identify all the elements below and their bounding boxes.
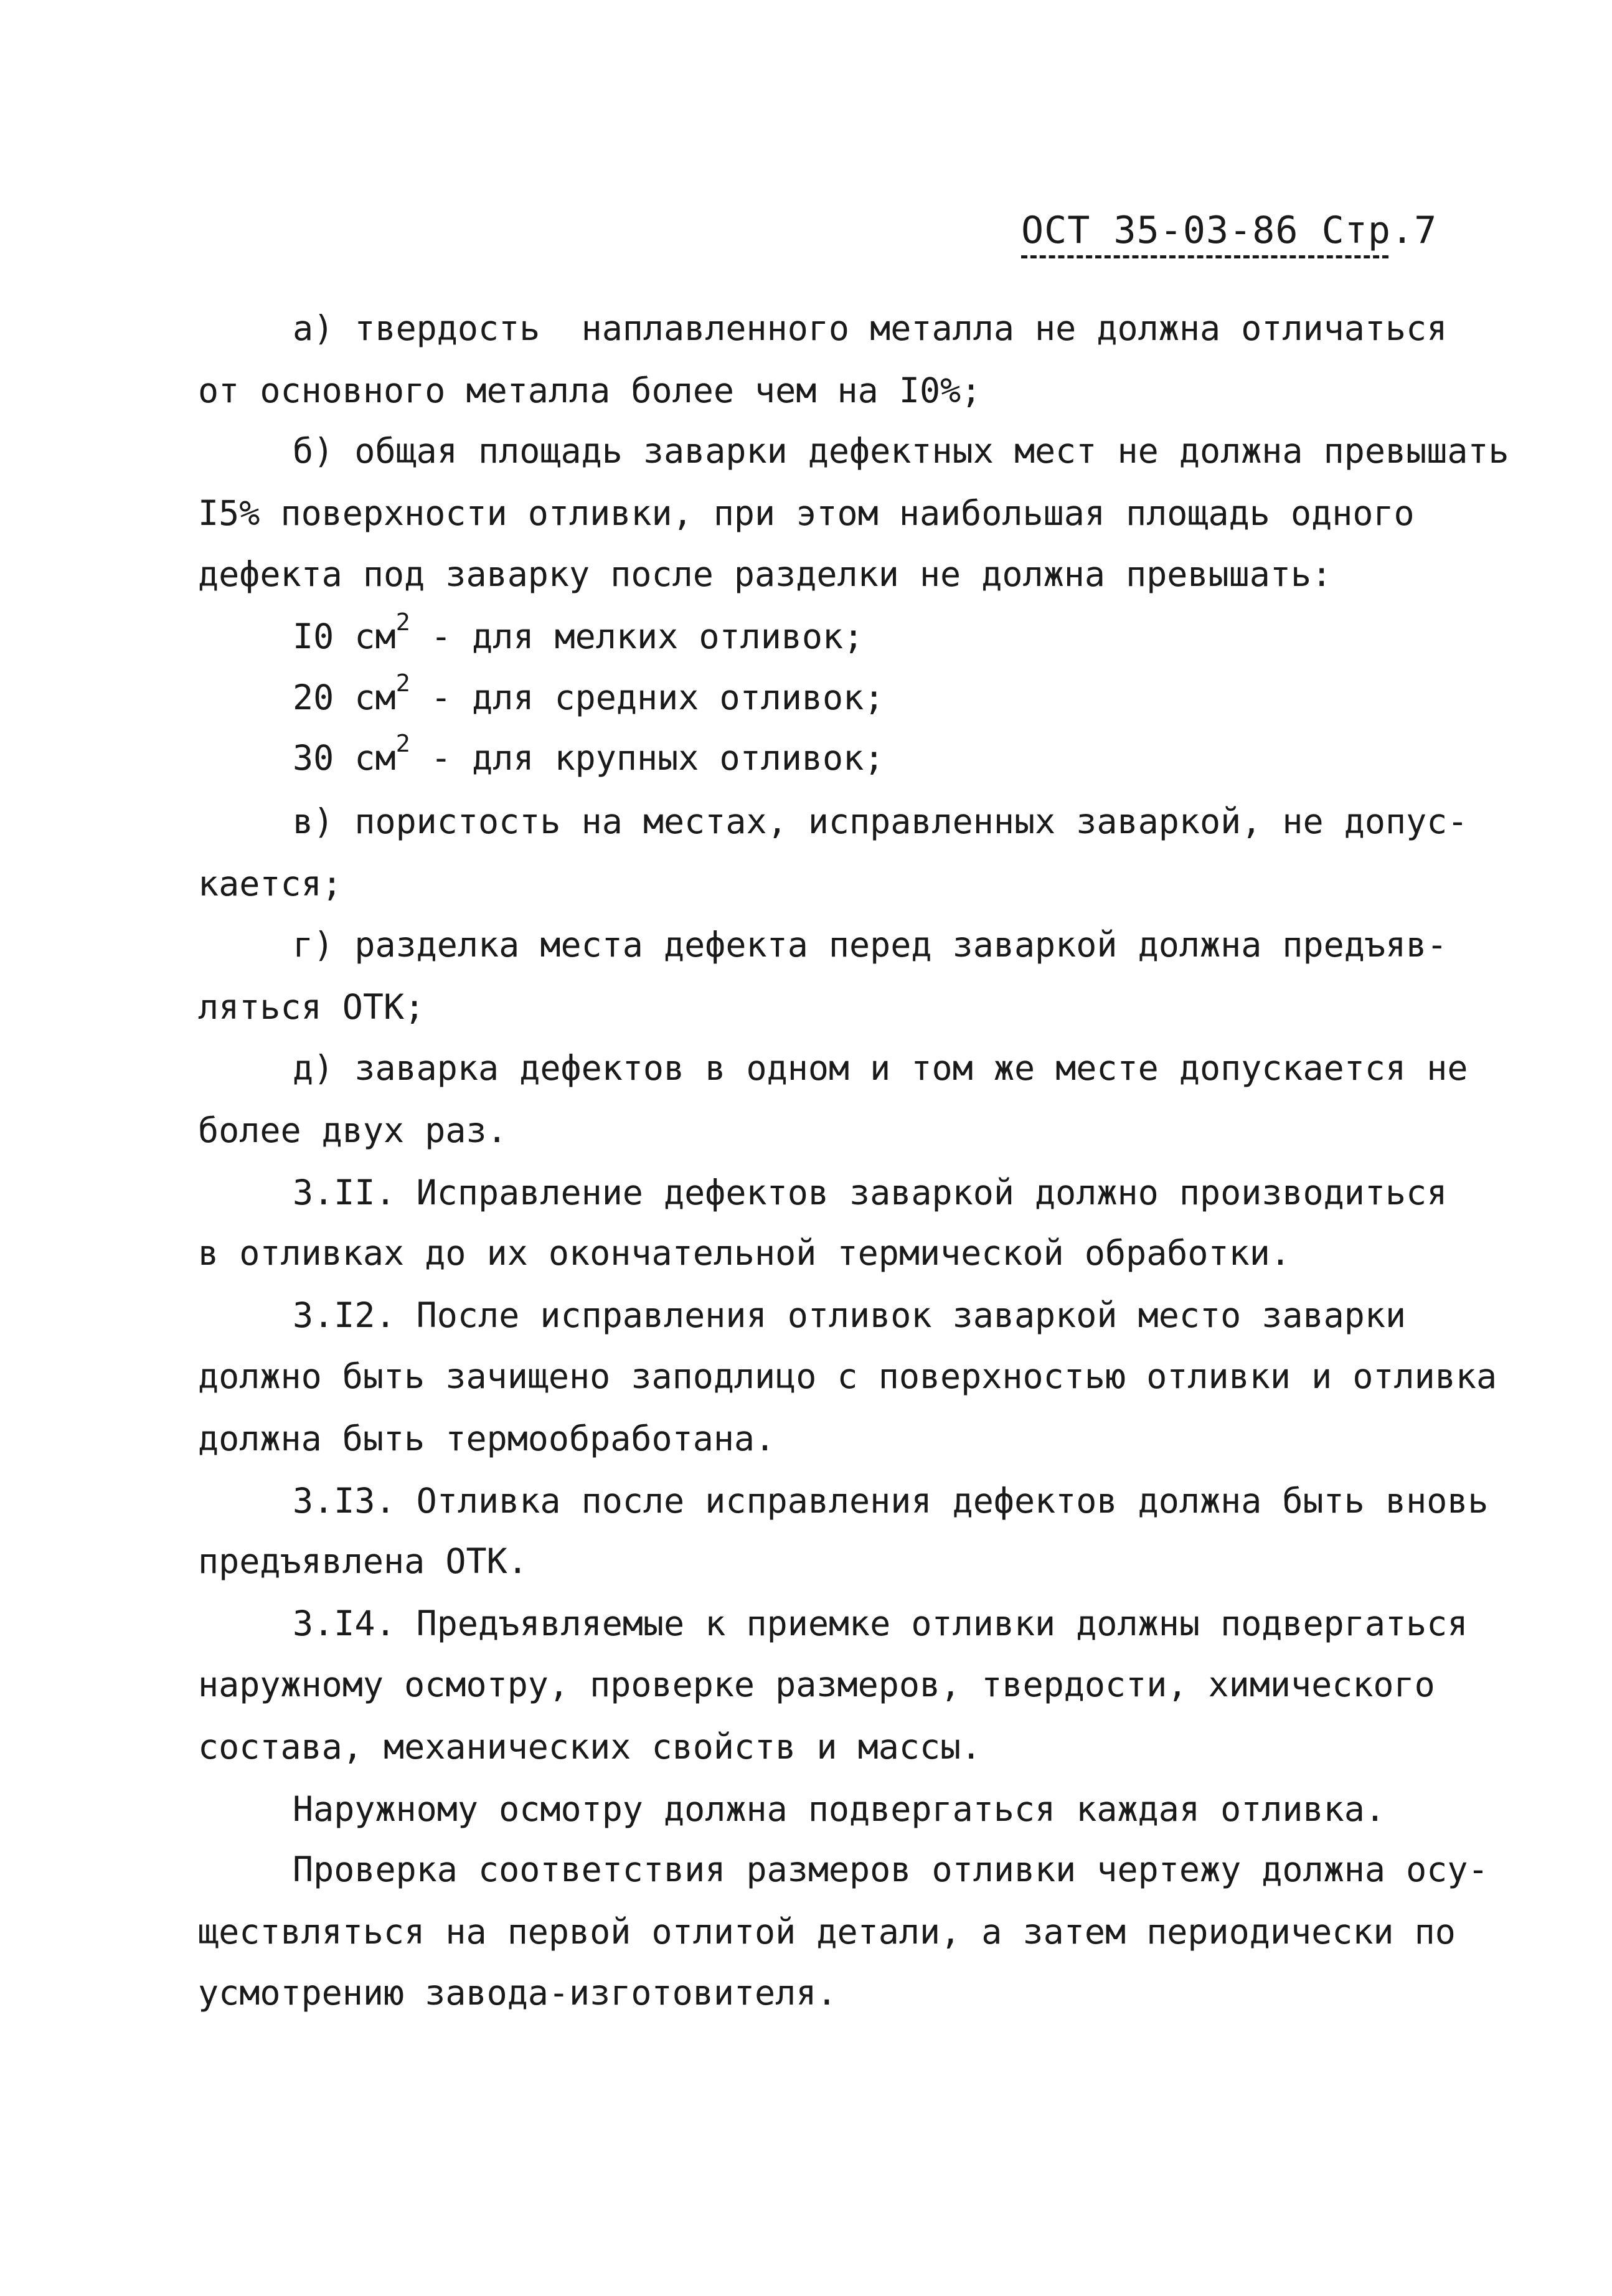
text-line: Проверка соответствия размеров отливки чертежу должна осу- bbox=[293, 1850, 1489, 1889]
area-exponent: 2 bbox=[395, 730, 410, 758]
area-unit: см bbox=[354, 738, 396, 778]
area-exponent: 2 bbox=[395, 669, 410, 698]
text-line: ляться ОТК; bbox=[198, 987, 425, 1027]
text-line: состава, механических свойств и массы. bbox=[198, 1727, 982, 1767]
text-line: предъявлена ОТК. bbox=[198, 1541, 528, 1581]
text-line: ществляться на первой отлитой детали, а затем периодически по bbox=[198, 1912, 1456, 1952]
text-line: усмотрению завода-изготовителя. bbox=[198, 1973, 837, 2013]
text-line: 3.I2. После исправления отливок заваркой место заварки bbox=[293, 1295, 1407, 1335]
text-line: Наружному осмотру должна подвергаться каждая отливка. bbox=[293, 1789, 1385, 1829]
text-line: г) разделка места дефекта перед заваркой должна предъяв- bbox=[293, 925, 1448, 965]
area-description: - для крупных отливок; bbox=[410, 738, 885, 778]
text-line: 3.II. Исправление дефектов заваркой должно производиться bbox=[293, 1173, 1448, 1212]
text-line: в отливках до их окончательной термической обработки. bbox=[198, 1233, 1291, 1273]
text-line: дефекта под заварку после разделки не должна превышать: bbox=[198, 554, 1332, 594]
text-line: должно быть зачищено заподлицо с поверхностью отливки и отливка bbox=[198, 1356, 1497, 1396]
text-line: кается; bbox=[198, 864, 342, 904]
document-header: ОСТ 35-03-86 Стр.7 bbox=[1021, 209, 1438, 252]
text-line: I5% поверхности отливки, при этом наибольшая площадь одного bbox=[198, 493, 1415, 533]
area-description: - для мелких отливок; bbox=[410, 617, 864, 656]
area-description: - для средних отливок; bbox=[410, 678, 885, 717]
area-item bbox=[293, 669, 885, 717]
area-unit: см bbox=[354, 678, 396, 717]
text-line: более двух раз. bbox=[198, 1110, 507, 1150]
text-line: а) твердость наплавленного металла не должна отличаться bbox=[293, 308, 1448, 348]
text-line: от основного металла более чем на I0%; bbox=[198, 371, 982, 410]
text-line: в) пористость на местах, исправленных заваркой, не допус- bbox=[293, 801, 1468, 841]
text-line: 3.I4. Предъявляемые к приемке отливки должны подвергаться bbox=[293, 1604, 1468, 1643]
text-line: б) общая площадь заварки дефектных мест не должна превышать bbox=[293, 431, 1509, 471]
area-value: 20 bbox=[293, 678, 334, 717]
area-item bbox=[293, 608, 864, 656]
area-value: 30 bbox=[293, 738, 334, 778]
area-unit: см bbox=[354, 617, 396, 656]
text-line: должна быть термообработана. bbox=[198, 1419, 776, 1458]
area-item bbox=[293, 730, 885, 778]
area-value: I0 bbox=[293, 617, 334, 656]
text-line: д) заварка дефектов в одном и том же месте допускается не bbox=[293, 1048, 1468, 1088]
header-underline bbox=[1021, 255, 1388, 258]
area-exponent: 2 bbox=[395, 608, 410, 637]
text-line: 3.I3. Отливка после исправления дефектов должна быть вновь bbox=[293, 1481, 1489, 1521]
text-line: наружному осмотру, проверке размеров, твердости, химического bbox=[198, 1665, 1435, 1704]
